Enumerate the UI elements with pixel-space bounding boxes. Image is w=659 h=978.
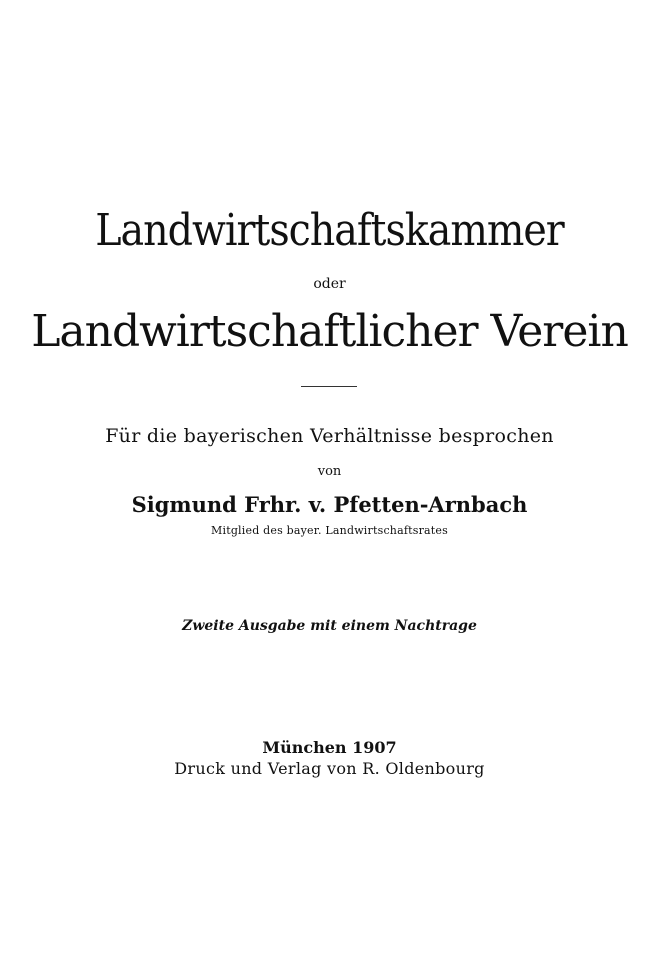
book-subtitle: Landwirtschaftlicher Verein [31,306,628,357]
by-word: von [317,464,342,479]
author-role: Mitglied des bayer. Landwirtschaftsrates [211,524,448,537]
author-name: Sigmund Frhr. v. Pfetten-Arnbach [131,492,528,517]
title-conjunction: oder [313,276,346,292]
publisher-line: Druck und Verlag von R. Oldenbourg [174,759,485,778]
edition-note: Zweite Ausgabe mit einem Nachtrage [182,618,477,634]
place-year: München 1907 [262,738,397,757]
divider-rule [301,386,357,387]
subject-line: Für die bayerischen Verhältnisse besprochen [105,425,554,447]
book-title: Landwirtschaftskammer [95,205,564,256]
